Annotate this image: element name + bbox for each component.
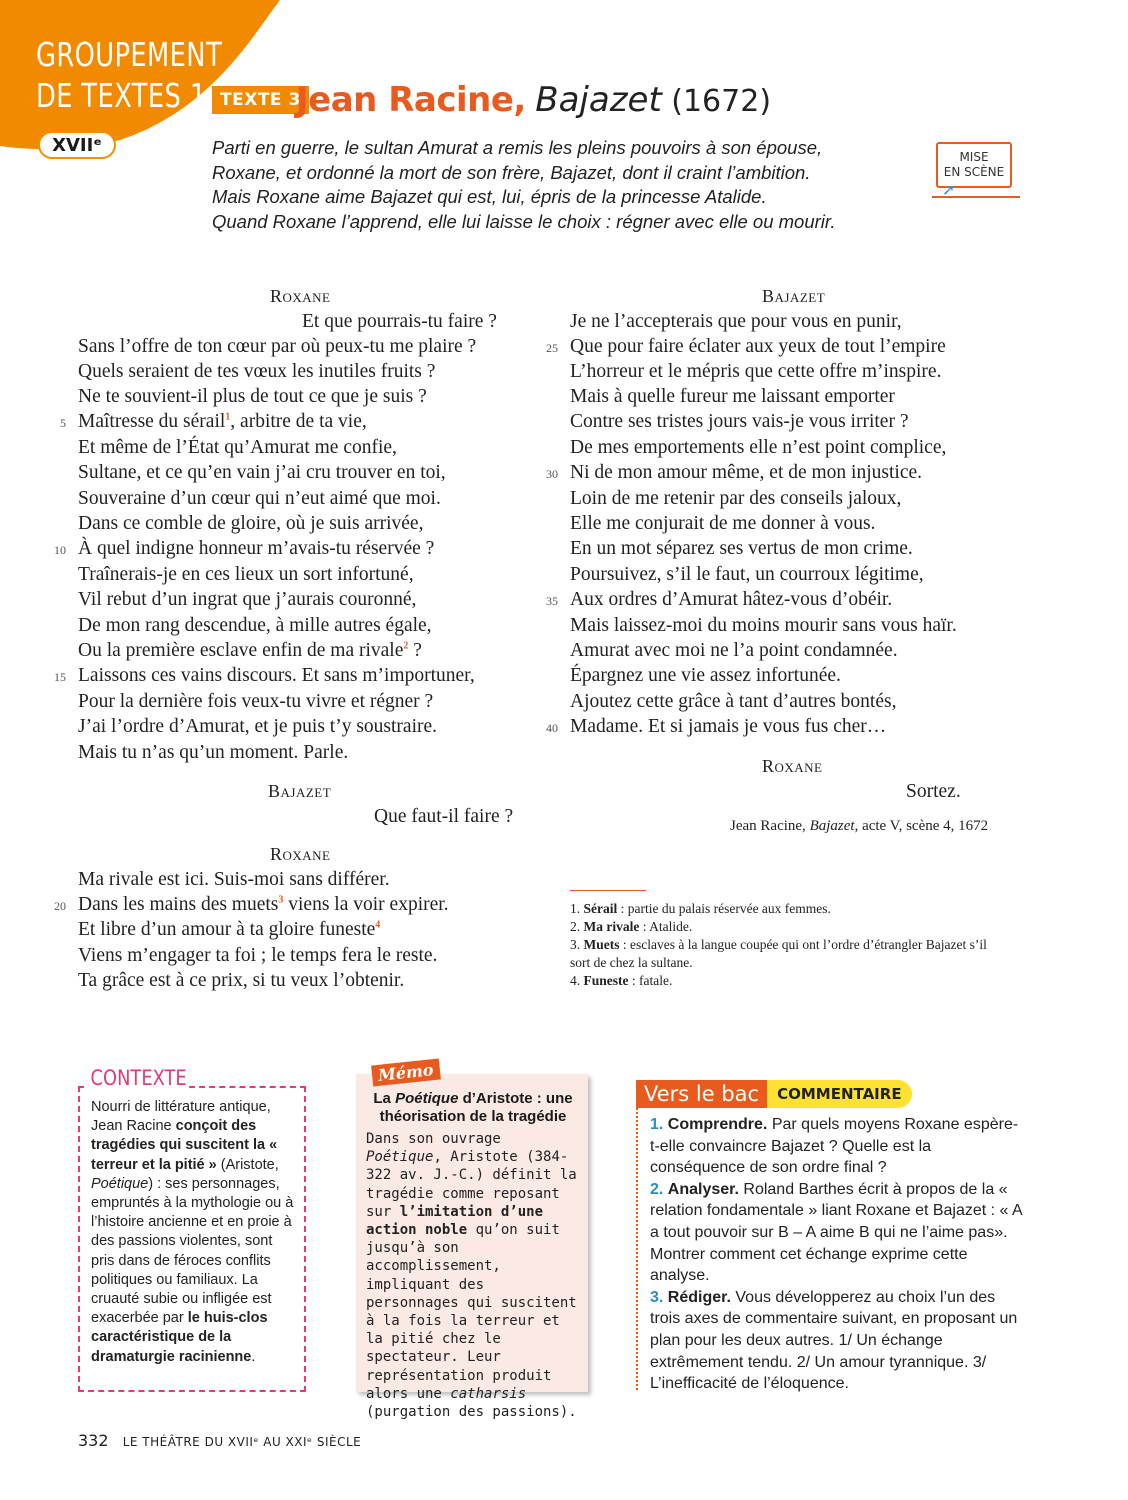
verse-line: Mais laissez-moi du moins mourir sans vous haïr. — [570, 615, 957, 636]
footnote-divider — [570, 890, 646, 891]
verse-line: Et même de l’État qu’Amurat me confie, — [78, 437, 397, 458]
verse-line: Et libre d’un amour à ta gloire funeste$^4$ — [78, 919, 381, 940]
title-author: Jean Racine, — [296, 80, 526, 120]
memo-text: Dans son ouvrage Poétique, Aristote (384-322 av. J.-C.) définit la tragédie comme reposant sur l’imitation d’une action noble qu’on suit jusqu’à son accomplissement, impliquant des personnages qui suscitent à la fois la terreur et la pitié chez le spectateur. Leur représentation produit alors une catharsis (purgation des passions). — [366, 1131, 577, 1421]
verse-line: De mon rang descendue, à mille autres égale, — [78, 615, 432, 636]
mise-en-scene-button[interactable]: MISE EN SCÈNE — [936, 142, 1012, 188]
speaker-roxane: Roxane — [270, 286, 331, 306]
group-title: GROUPEMENT DE TEXTES 1 — [36, 35, 223, 115]
title-year: (1672) — [671, 84, 772, 119]
verse-line: Souveraine d’un cœur qui n’eut aimé que moi. — [78, 488, 441, 509]
commentaire-badge: COMMENTAIRE — [767, 1080, 911, 1108]
line-number: 15 — [54, 670, 66, 684]
bac-border — [636, 1108, 639, 1390]
verse-line: Quels seraient de tes vœux les inutiles fruits ? — [78, 361, 436, 382]
texte-badge: TEXTE 3 — [212, 86, 309, 114]
title-work: Bajazet — [535, 80, 662, 120]
speaker-bajazet: Bajazet — [268, 781, 332, 801]
footnote: 2. Ma rivale : Atalide. — [570, 919, 693, 934]
verse-line: Madame. Et si jamais je vous fus cher… — [570, 716, 887, 737]
verse-line: Ni de mon amour même, et de mon injustice. — [570, 462, 922, 483]
line-number: 30 — [546, 467, 558, 481]
page-footer — [78, 1431, 361, 1450]
line-number: 25 — [546, 341, 558, 355]
verse-line: Que pour faire éclater aux yeux de tout l’empire — [570, 336, 946, 357]
verse-line: À quel indigne honneur m’avais-tu réservée ? — [78, 538, 435, 559]
footnote: 3. Muets : esclaves à la langue coupée qui ont l’ordre d’étrangler Bajazet s’il sort de chez la sultane. — [570, 937, 987, 970]
footnotes — [570, 900, 1010, 990]
question-3: 3. Rédiger. Vous développerez au choix l’un des trois axes de commentaire suivant, en proposant un plan pour les deux autres. 1/ Un échange extrêmement tendu. 2/ Un amour tyrannique. 3/ L’inefficacité de l’éloquence. — [650, 1288, 1018, 1393]
speaker-roxane: Roxane — [762, 756, 823, 776]
century-badge: XVIIᵉ — [38, 131, 116, 159]
question-2: 2. Analyser. Roland Barthes écrit à propos de la « relation fondamentale » liant Roxane et Bajazet : « A a tout pouvoir sur B – A aime B qui ne l’aime pas». Montrer comment cet échange exprime cette analyse. — [650, 1180, 1022, 1285]
bac-title: Vers le bac — [636, 1080, 767, 1108]
verse-line: Ne te souvient-il plus de tout ce que je suis ? — [78, 386, 427, 407]
verse-line: Que faut-il faire ? — [374, 806, 514, 827]
source-citation: Jean Racine, Bajazet, acte V, scène 4, 1672 — [730, 818, 989, 834]
verse-line: Ma rivale est ici. Suis-moi sans différer. — [78, 869, 390, 890]
footnote: 1. Sérail : partie du palais réservée aux femmes. — [570, 901, 831, 916]
contexte-title: CONTEXTE — [88, 1066, 189, 1090]
verse-line: Sans l’offre de ton cœur par où peux-tu me plaire ? — [78, 336, 477, 357]
verse-line: Pour la dernière fois veux-tu vivre et régner ? — [78, 691, 434, 712]
verse-line: Maîtresse du sérail$^1$, arbitre de ta vie, — [78, 411, 367, 432]
verse-line: Dans ce comble de gloire, où je suis arrivée, — [78, 513, 424, 534]
verse-line: Poursuivez, s’il le faut, un courroux légitime, — [570, 564, 924, 585]
verse-line: J’ai l’ordre d’Amurat, et je puis t’y soustraire. — [78, 716, 438, 737]
speaker-roxane: Roxane — [270, 844, 331, 864]
memo-heading: La Poétique d’Aristote : une théorisation de la tragédie — [373, 1090, 573, 1125]
verse-line: Et que pourrais-tu faire ? — [302, 311, 497, 332]
verse-line: Je ne l’accepterais que pour vous en punir, — [570, 311, 902, 332]
verse-line: Ta grâce est à ce prix, si tu veux l’obtenir. — [78, 970, 405, 991]
line-number: 5 — [60, 416, 66, 430]
section-title: LE THÉÂTRE DU XVIIᵉ AU XXIᵉ SIÈCLE — [122, 1435, 362, 1449]
intro-text: Parti en guerre, le sultan Amurat a remis les pleins pouvoirs à son épouse, Roxane, et ordonné la mort de son frère, Bajazet, dont il craint l’ambition. Mais Roxane aime Bajazet qui est, lui, épris de la princesse Atalide. Quand Roxane l’apprend, elle lui laisse le choix : régner avec elle ou mourir. — [212, 137, 836, 232]
line-number: 20 — [54, 899, 66, 913]
verse-line: De mes emportements elle n’est point complice, — [570, 437, 947, 458]
line-number: 10 — [54, 543, 66, 557]
verse-line: Dans les mains des muets$^3$ viens la voir expirer. — [78, 894, 449, 915]
verse-line: Sultane, et ce qu’en vain j’ai cru trouver en toi, — [78, 462, 446, 483]
arrow-icon: ➚ — [942, 182, 956, 199]
line-number: 35 — [546, 594, 558, 608]
verse-line: Elle me conjurait de me donner à vous. — [570, 513, 876, 534]
speaker-bajazet: Bajazet — [762, 286, 826, 306]
verse-line: Ou la première esclave enfin de ma rivale$^2$ ? — [78, 640, 422, 661]
contexte-text: Nourri de littérature antique, Jean Racine conçoit des tragédies qui suscitent la « terreur et la pitié » (Aristote, Poétique) : ses personnages, empruntés à la mythologie ou à l’histoire ancienne et en proie à des passions violentes, sont pris dans de féroces conflits politiques ou familiaux. La cruauté subie ou infligée est exacerbée par le huis-clos caractéristique de la dramaturgie racinienne. — [91, 1099, 294, 1365]
line-number: 40 — [546, 721, 558, 735]
verse-line: Contre ses tristes jours vais-je vous irriter ? — [570, 411, 909, 432]
verse-line: Mais à quelle fureur me laissant emporter — [570, 386, 895, 407]
bac-header — [636, 1080, 912, 1108]
verse-line: Laissons ces vains discours. Et sans m’importuner, — [78, 665, 475, 686]
verse-line: Mais tu n’as qu’un moment. Parle. — [78, 742, 349, 763]
verse-line: Aux ordres d’Amurat hâtez-vous d’obéir. — [570, 589, 893, 610]
verse-line: Loin de me retenir par des conseils jaloux, — [570, 488, 902, 509]
footnote: 4. Funeste : fatale. — [570, 973, 673, 988]
verse-line: Vil rebut d’un ingrat que j’aurais couronné, — [78, 589, 417, 610]
verse-line: Traînerais-je en ces lieux un sort infortuné, — [78, 564, 414, 585]
verse-line: Viens m’engager ta foi ; le temps fera le reste. — [78, 945, 438, 966]
verse-line: Ajoutez cette grâce à tant d’autres bontés, — [570, 691, 897, 712]
page-number: 332 — [78, 1431, 109, 1450]
verse-line: Sortez. — [906, 781, 961, 802]
verse-line: L’horreur et le mépris que cette offre m’inspire. — [570, 361, 942, 382]
bac-questions — [650, 1114, 1026, 1395]
verse-line: Amurat avec moi ne l’a point condamnée. — [570, 640, 898, 661]
verse-line: Épargnez une vie assez infortunée. — [570, 665, 841, 686]
memo-tag: Mémo — [371, 1059, 440, 1087]
question-1: 1. Comprendre. Par quels moyens Roxane espère-t-elle convaincre Bajazet ? Quelle est la conséquence de son ordre final ? — [650, 1116, 1019, 1177]
verse-line: En un mot séparez ses vertus de mon crime. — [570, 538, 913, 559]
